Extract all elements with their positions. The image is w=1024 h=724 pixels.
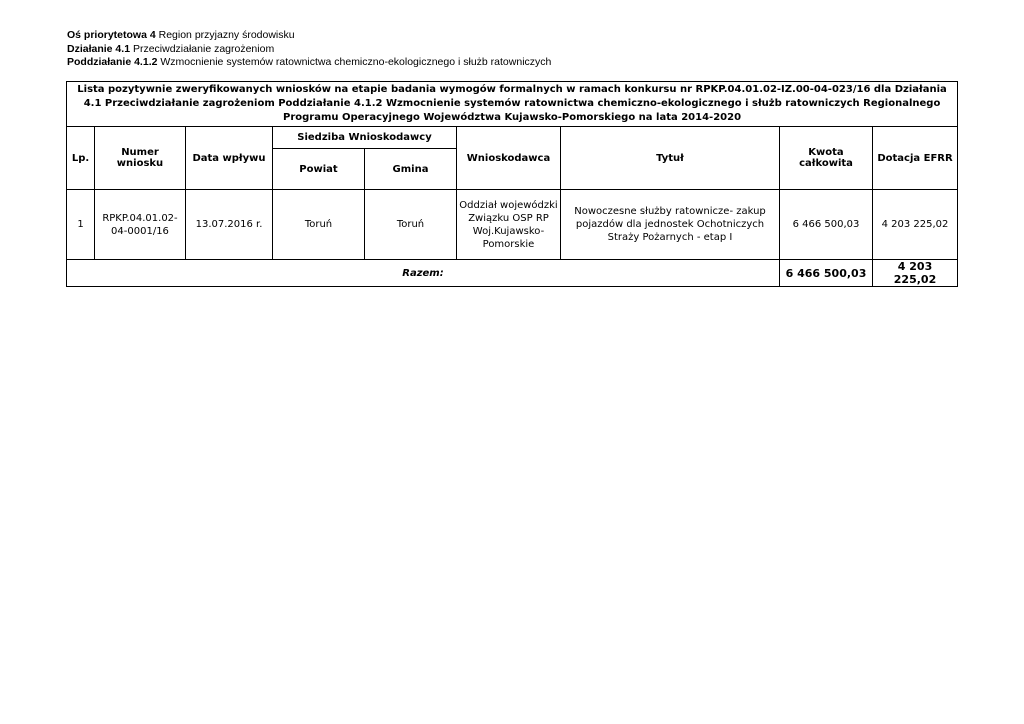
priority-axis-text: Region przyjazny środowisku	[158, 29, 295, 41]
summary-row	[67, 260, 958, 287]
applications-table	[66, 81, 958, 287]
subaction-text: Wzmocnienie systemów ratownictwa chemiczno-ekologicznego i służb ratowniczych	[160, 56, 552, 68]
column-header-siedziba: Siedziba Wnioskodawcy	[273, 127, 457, 149]
column-header-dotacja: Dotacja EFRR	[873, 127, 958, 190]
column-header-wnioskodawca: Wnioskodawca	[457, 127, 561, 190]
cell-kwota: 6 466 500,03	[780, 190, 873, 260]
cell-wnioskodawca: Oddział wojewódzki Związku OSP RP Woj.Kujawsko-Pomorskie	[457, 190, 561, 260]
column-header-data: Data wpływu	[186, 127, 273, 190]
table-title: Lista pozytywnie zweryfikowanych wniosków na etapie badania wymogów formalnych w ramach konkursu nr RPKP.04.01.02-IZ.00-04-023/16 dla Działania 4.1 Przeciwdziałanie zagrożeniom Poddziałanie 4.1.2 Wzmocnienie systemów ratownictwa chemiczno-ekologicznego i służb ratowniczych Regionalnego Programu Operacyjnego Województwa Kujawsko-Pomorskiego na lata 2014-2020	[67, 82, 958, 127]
column-header-kwota: Kwota całkowita	[780, 127, 873, 190]
column-header-lp: Lp.	[67, 127, 95, 190]
column-header-numer: Numer wniosku	[95, 127, 186, 190]
summary-label: Razem:	[67, 260, 780, 287]
summary-dotacja: 4 203 225,02	[873, 260, 958, 287]
column-header-powiat: Powiat	[273, 149, 365, 190]
priority-axis-label: Oś priorytetowa 4	[67, 29, 156, 41]
summary-kwota: 6 466 500,03	[780, 260, 873, 287]
cell-gmina: Toruń	[365, 190, 457, 260]
cell-numer: RPKP.04.01.02-04-0001/16	[95, 190, 186, 260]
cell-tytul: Nowoczesne służby ratownicze- zakup pojazdów dla jednostek Ochotniczych Straży Pożarnych - etap I	[561, 190, 780, 260]
action-text: Przeciwdziałanie zagrożeniom	[132, 42, 275, 55]
header-line-action	[67, 43, 551, 57]
header-line-priority-axis	[67, 29, 551, 43]
cell-lp: 1	[67, 190, 95, 260]
cell-powiat: Toruń	[273, 190, 365, 260]
cell-dotacja: 4 203 225,02	[873, 190, 958, 260]
column-header-tytul: Tytuł	[561, 127, 780, 190]
document-header	[67, 29, 551, 70]
table-row	[67, 190, 958, 260]
action-label: Działanie 4.1	[67, 42, 131, 55]
subaction-label: Poddziałanie 4.1.2	[67, 56, 158, 68]
header-line-subaction	[67, 56, 551, 70]
column-header-gmina: Gmina	[365, 149, 457, 190]
cell-data: 13.07.2016 r.	[186, 190, 273, 260]
